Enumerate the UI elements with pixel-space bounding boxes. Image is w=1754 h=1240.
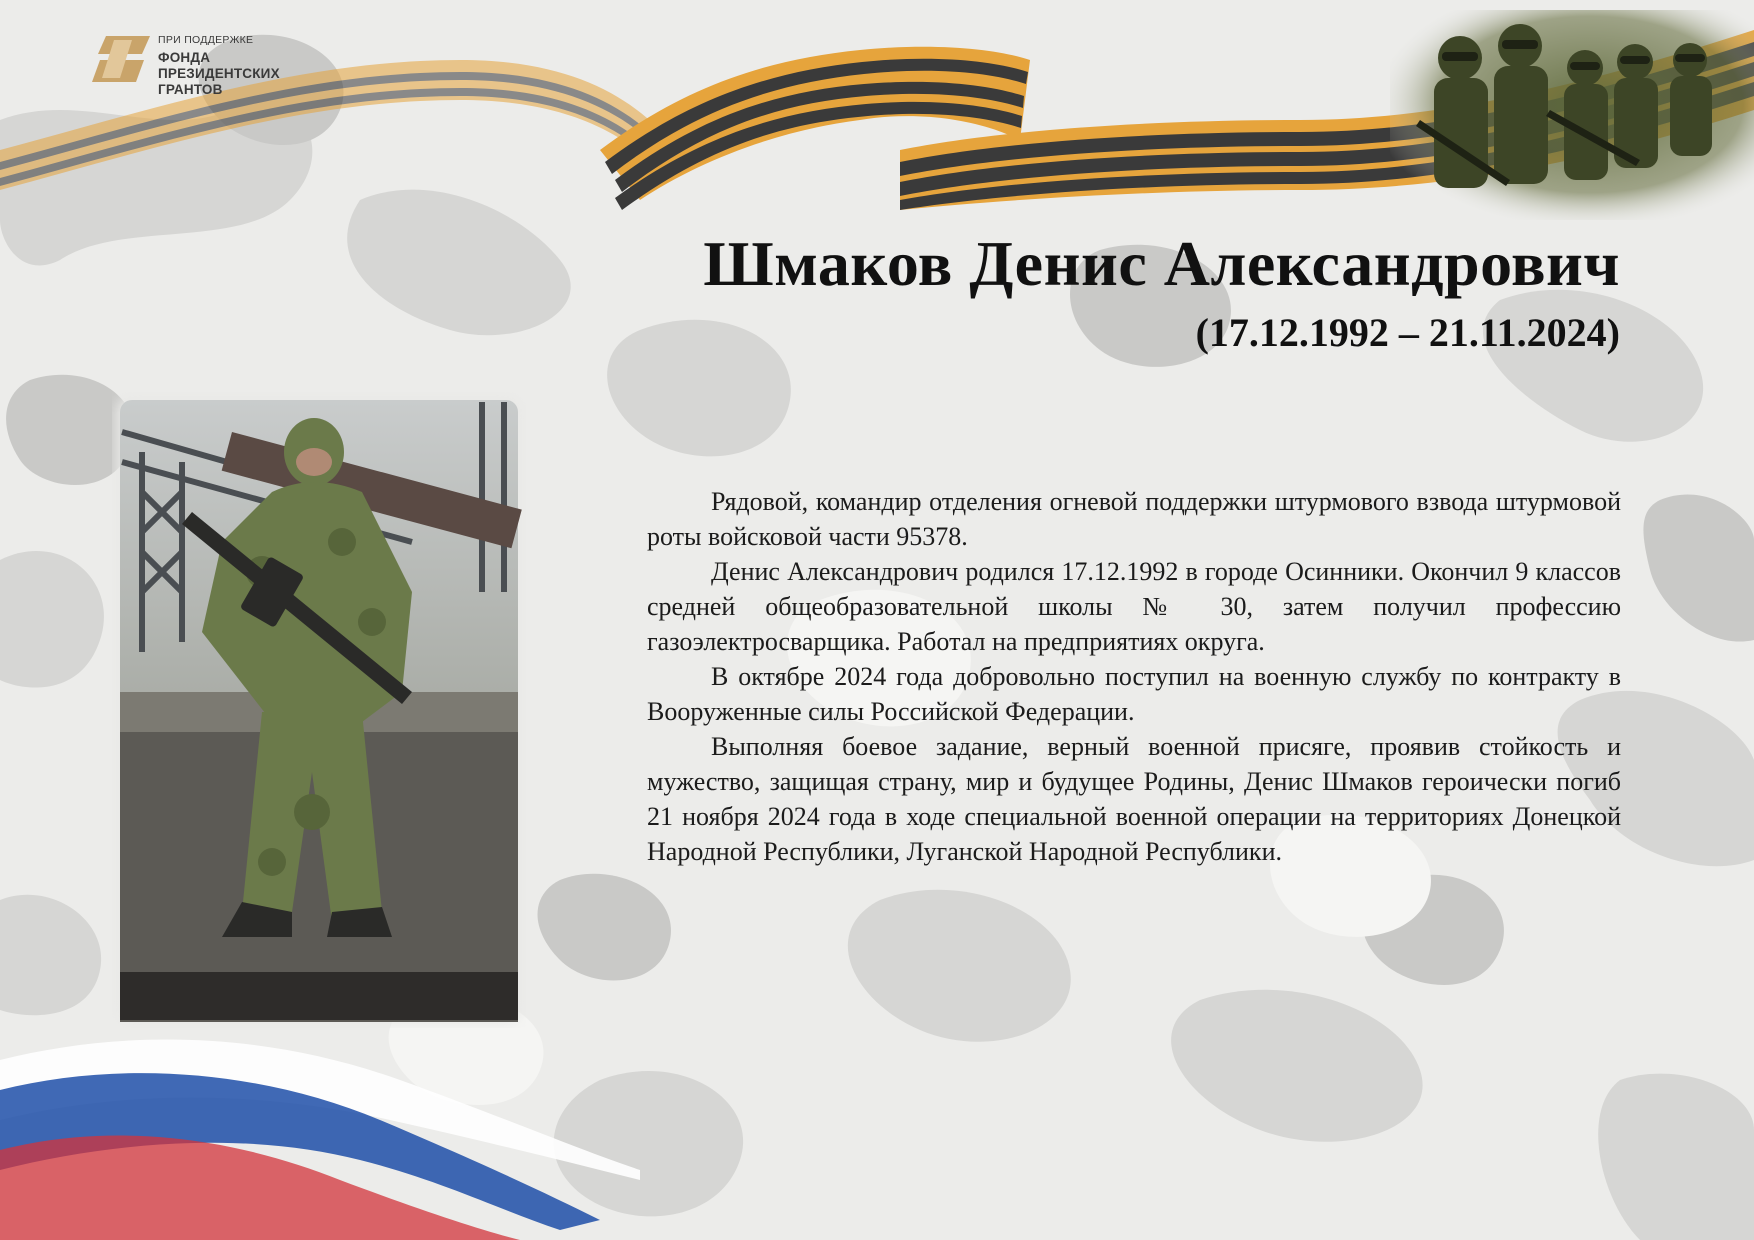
logo-line-3: ГРАНТОВ [158, 82, 223, 97]
logo-line-1: ФОНДА [158, 50, 211, 65]
bio-paragraph: В октябре 2024 года добровольно поступил на военную службу по контракту в Вооруженные силы Российской Федерации. [647, 662, 1621, 726]
presidential-grants-logo [92, 30, 332, 110]
soldiers-group-image [1390, 10, 1754, 220]
life-dates: (17.12.1992 – 21.11.2024) [1195, 310, 1620, 355]
biography [647, 484, 1621, 869]
soldier-portrait-photo [112, 392, 526, 1028]
presidential-grants-logo-icon [92, 32, 154, 88]
bio-paragraph: Рядовой, командир отделения огневой поддержки штурмового взвода штурмовой роты войсковой части 95378. [647, 487, 1621, 551]
logo-line-2: ПРЕЗИДЕНТСКИХ [158, 66, 280, 81]
portrait-photo [112, 392, 526, 1028]
heading [703, 226, 1620, 358]
russian-flag-wave-icon [0, 1020, 640, 1240]
logo-support-line: ПРИ ПОДДЕРЖКЕ [158, 34, 254, 46]
bio-paragraph: Денис Александрович родился 17.12.1992 в городе Осинники. Окончил 9 классов средней общеобразовательной школы № 30, затем получил профессию газоэлектросварщика. Работал на предприятиях округа. [647, 557, 1621, 656]
person-name: Шмаков Денис Александрович [703, 228, 1620, 299]
bio-paragraph: Выполняя боевое задание, верный военной присяге, проявив стойкость и мужество, защищая страну, мир и будущее Родины, Денис Шмаков героически погиб 21 ноября 2024 года в ходе специальной военной операции на территориях Донецкой Народной Республики, Луганской Народной Республики. [647, 732, 1621, 866]
logo-text [158, 34, 280, 98]
